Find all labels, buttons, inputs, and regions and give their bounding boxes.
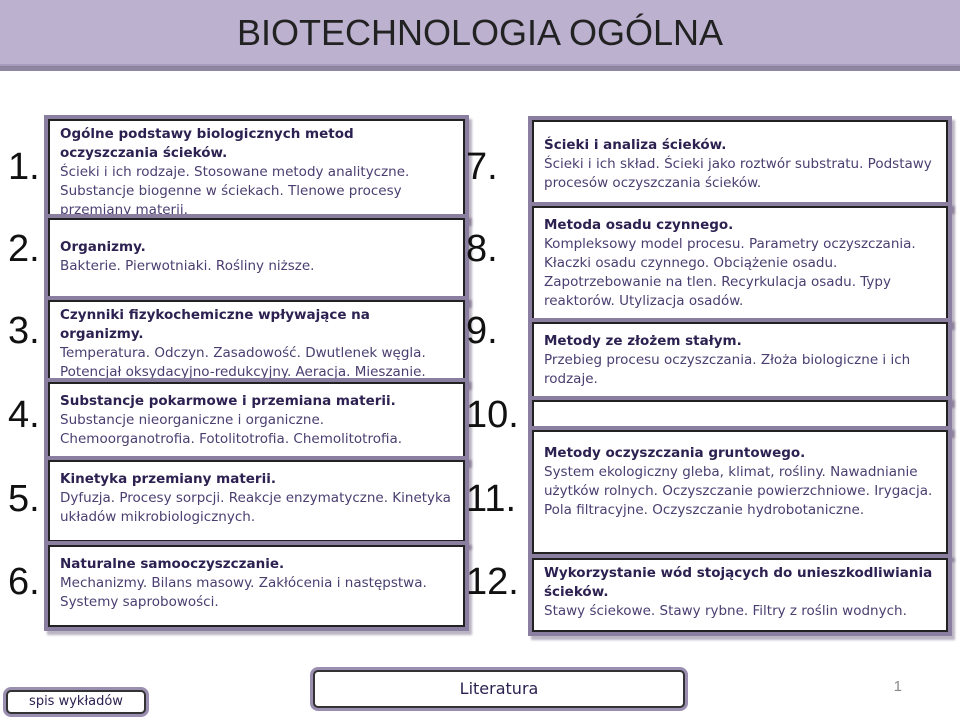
lecture-title: Ścieki i analiza ścieków. (544, 137, 727, 153)
item-number-1: 1. (8, 146, 40, 188)
lecture-box-10[interactable] (532, 400, 948, 430)
lecture-title: Substancje pokarmowe i przemiana materii. (60, 393, 396, 409)
lecture-topics: Bakterie. Pierwotniaki. Rośliny niższe. (60, 258, 315, 274)
lecture-title: Ogólne podstawy biologicznych metod oczyszczania ścieków. (60, 126, 354, 161)
item-number-9: 9. (466, 310, 498, 352)
lecture-topics: System ekologiczny gleba, klimat, rośliny. Nawadnianie użytków rolnych. Oczyszczanie powierzchniowe. Irygacja. Pola filtracyjne. Oczyszczanie hydrobotaniczne. (544, 464, 933, 518)
lecture-box-5[interactable] (48, 460, 465, 542)
item-number-8: 8. (466, 228, 498, 270)
lecture-topics: Dyfuzja. Procesy sorpcji. Reakcje enzymatyczne. Kinetyka układów mikrobiologicznych. (60, 490, 451, 525)
lecture-title: Organizmy. (60, 239, 146, 255)
lecture-box-1[interactable] (48, 119, 465, 218)
lecture-box-9[interactable] (532, 322, 948, 400)
page-number: 1 (893, 678, 902, 695)
lecture-topics: Ścieki i ich rodzaje. Stosowane metody analityczne. Substancje biogenne w ściekach. Tlenowe procesy przemiany materii. (60, 164, 410, 218)
lecture-title: Czynniki fizykochemiczne wpływające na organizmy. (60, 307, 370, 342)
lecture-title: Metoda osadu czynnego. (544, 217, 734, 233)
lecture-box-11[interactable] (532, 430, 948, 554)
lecture-topics: Przebieg procesu oczyszczania. Złoża biologiczne i ich rodzaje. (544, 352, 911, 387)
literature-button[interactable]: Literatura (313, 670, 685, 708)
lectures-list-button[interactable]: spis wykładów (6, 690, 146, 714)
lecture-title: Naturalne samooczyszczanie. (60, 556, 285, 572)
item-number-2: 2. (8, 228, 40, 270)
lecture-title: Metody ze złożem stałym. (544, 333, 742, 349)
lecture-topics: Ścieki i ich skład. Ścieki jako roztwór substratu. Podstawy procesów oczyszczania ścieków. (544, 156, 932, 191)
item-number-4: 4. (8, 394, 40, 436)
lecture-box-3[interactable] (48, 300, 465, 382)
lecture-title: Kinetyka przemiany materii. (60, 471, 276, 487)
lecture-title: Wykorzystanie wód stojących do unieszkodliwiania ścieków. (544, 565, 933, 600)
item-number-11: 11. (466, 478, 517, 520)
item-number-3: 3. (8, 310, 40, 352)
lecture-topics: Substancje nieorganiczne i organiczne. Chemoorganotrofia. Fotolitotrofia. Chemolitotrofia. (60, 412, 403, 447)
item-number-7: 7. (466, 146, 498, 188)
lecture-topics: Kompleksowy model procesu. Parametry oczyszczania. Kłaczki osadu czynnego. Obciążenie osadu. Zapotrzebowanie na tlen. Recyrkulacja osadu. Typy reaktorów. Utylizacja osadów. (544, 236, 916, 309)
item-number-6: 6. (8, 561, 40, 603)
item-number-5: 5. (8, 478, 40, 520)
lecture-topics: Stawy ściekowe. Stawy rybne. Filtry z roślin wodnych. (544, 603, 907, 619)
lecture-box-4[interactable] (48, 382, 465, 460)
lecture-box-6[interactable] (48, 545, 465, 627)
lecture-box-12[interactable] (532, 558, 948, 632)
lecture-box-8[interactable] (532, 206, 948, 322)
lecture-topics: Temperatura. Odczyn. Zasadowość. Dwutlenek węgla. Potencjał oksydacyjno-redukcyjny. Aeracja. Mieszanie. (60, 345, 426, 380)
lecture-title: Metody oczyszczania gruntowego. (544, 445, 806, 461)
page-title: BIOTECHNOLOGIA OGÓLNA (236, 12, 724, 53)
lecture-box-7[interactable] (532, 120, 948, 206)
item-number-12: 12. (466, 561, 519, 603)
lecture-box-2[interactable] (48, 218, 465, 300)
item-number-10: 10. (466, 394, 519, 436)
lecture-topics: Mechanizmy. Bilans masowy. Zakłócenia i następstwa. Systemy saprobowości. (60, 575, 427, 610)
